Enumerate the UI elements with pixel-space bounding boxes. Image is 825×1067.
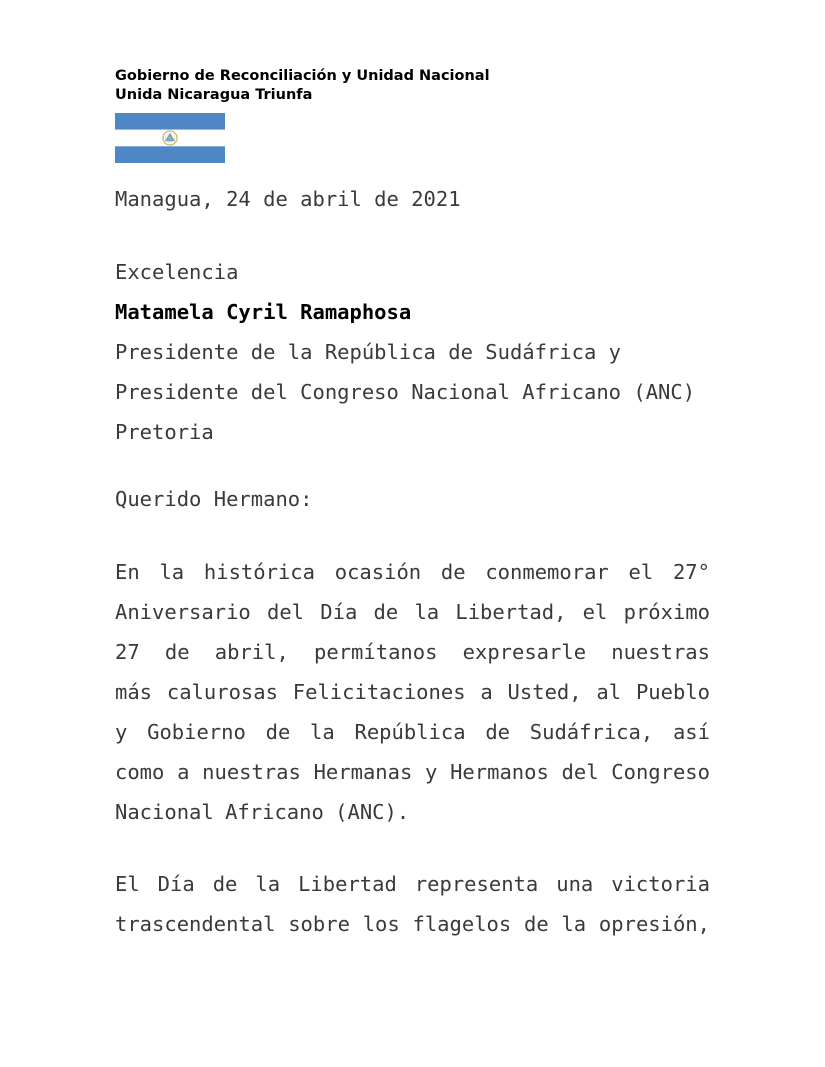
recipient-block [115,252,710,452]
paragraph-1-line: En la histórica ocasión de conmemorar el 27° [115,560,710,584]
paragraph-1-line: como a nuestras Hermanas y Hermanos del Congreso [115,760,710,784]
recipient-city: Pretoria [115,420,214,444]
paragraph-1-line: y Gobierno de la República de Sudáfrica, así [115,720,710,744]
nicaragua-flag-icon [115,113,225,163]
recipient-name: Matamela Cyril Ramaphosa [115,300,412,324]
letterhead-government: Gobierno de Reconciliación y Unidad Nacional [115,68,490,84]
recipient-greeting: Excelencia [115,260,239,284]
paragraph-1-line: Nacional Africano (ANC). [115,800,410,824]
recipient-title-2: Presidente del Congreso Nacional Africano (ANC) [115,380,696,404]
paragraph-1-line: 27 de abril, permítanos expresarle nuestras [115,640,710,664]
paragraph-1-line: más calurosas Felicitaciones a Usted, al Pueblo [115,680,710,704]
letter-date: Managua, 24 de abril de 2021 [115,187,461,211]
salutation: Querido Hermano: [115,487,313,511]
paragraph-2-line: trascendental sobre los flagelos de la opresión, [115,912,710,936]
letterhead [115,67,490,105]
paragraph-2 [115,864,710,944]
paragraph-2-line: El Día de la Libertad representa una victoria [115,872,710,896]
paragraph-1 [115,552,710,832]
letterhead-slogan: Unida Nicaragua Triunfa [115,87,313,103]
recipient-title-1: Presidente de la República de Sudáfrica y [115,340,622,364]
paragraph-1-line: Aniversario del Día de la Libertad, el próximo [115,600,710,624]
